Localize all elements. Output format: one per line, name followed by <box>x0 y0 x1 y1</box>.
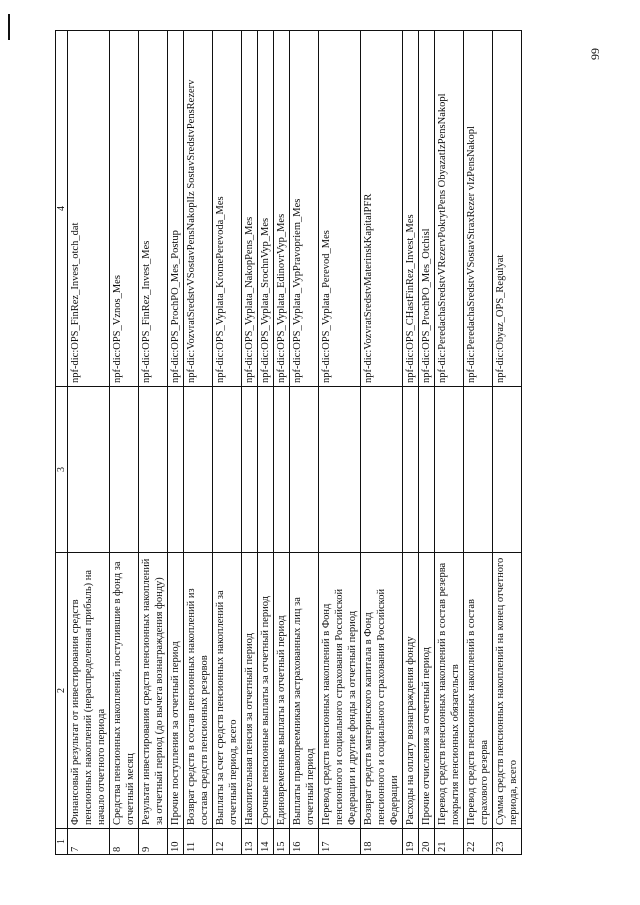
row-name-cell: Сумма средств пенсионных накоплений на конец отчетного периода, всего <box>493 553 522 829</box>
table-row <box>168 31 184 855</box>
row-value-cell <box>139 387 168 553</box>
row-value-cell <box>242 387 258 553</box>
row-name-cell: Прочие отчисления за отчетный период <box>419 553 435 829</box>
table-row <box>213 31 242 855</box>
row-value-cell <box>110 387 139 553</box>
column-header: 1 <box>56 829 68 855</box>
row-name-cell: Средства пенсионных накоплений, поступившие в фонд за отчетный месяц <box>110 553 139 829</box>
table-row <box>435 31 464 855</box>
row-number-cell: 21 <box>435 829 464 855</box>
row-code-cell: npf-dic:VozvratSredstvMaterinskKapitalPFR <box>361 31 403 387</box>
page-number: 99 <box>588 48 602 60</box>
row-number-cell: 7 <box>68 829 110 855</box>
column-header: 2 <box>56 553 68 829</box>
row-value-cell <box>184 387 213 553</box>
row-code-cell: npf-dic:OPS_ProchPO_Mes_Otchisl <box>419 31 435 387</box>
row-code-cell: npf-dic:OPS_Vyplata_KromePerevoda_Mes <box>213 31 242 387</box>
table-row <box>419 31 435 855</box>
row-number-cell: 13 <box>242 829 258 855</box>
row-name-cell: Возврат средств материнского капитала в Фонд пенсионного и социального страхования Российской Федерации <box>361 553 403 829</box>
header-row <box>56 31 68 855</box>
table-row <box>319 31 361 855</box>
row-code-cell: npf-dic:OPS_Vznos_Mes <box>110 31 139 387</box>
row-code-cell: npf-dic:PeredachaSredstvVSostavStraxRezer vIzPensNakopl <box>464 31 493 387</box>
table-row <box>68 31 110 855</box>
row-value-cell <box>361 387 403 553</box>
row-name-cell: Возврат средств в состав пенсионных накоплений из состава средств пенсионных резервов <box>184 553 213 829</box>
table-row <box>493 31 522 855</box>
row-number-cell: 16 <box>290 829 319 855</box>
margin-mark <box>8 14 10 40</box>
row-number-cell: 18 <box>361 829 403 855</box>
table-row <box>139 31 168 855</box>
row-code-cell: npf-dic:OPS_Vyplata_NakopPens_Mes <box>242 31 258 387</box>
table-row <box>361 31 403 855</box>
row-value-cell <box>435 387 464 553</box>
row-number-cell: 22 <box>464 829 493 855</box>
row-code-cell: npf-dic:OPS_FinRez_Invest_otch_dat <box>68 31 110 387</box>
row-number-cell: 15 <box>274 829 290 855</box>
row-number-cell: 12 <box>213 829 242 855</box>
table-row <box>110 31 139 855</box>
row-code-cell: npf-dic:OPS_Vyplata_VypPravopriem_Mes <box>290 31 319 387</box>
row-value-cell <box>68 387 110 553</box>
table-body <box>68 31 522 855</box>
table-row <box>290 31 319 855</box>
row-name-cell: Результат инвестирования средств пенсионных накоплений за отчетный период (до вычета вознаграждения фонду) <box>139 553 168 829</box>
row-number-cell: 20 <box>419 829 435 855</box>
row-code-cell: npf-dic:OPS_Vyplata_SrochnVyp_Mes <box>258 31 274 387</box>
row-value-cell <box>274 387 290 553</box>
row-name-cell: Срочные пенсионные выплаты за отчетный период <box>258 553 274 829</box>
table-row <box>184 31 213 855</box>
row-code-cell: npf-dic:OPS_CHastFinRez_Invest_Mes <box>403 31 419 387</box>
row-value-cell <box>319 387 361 553</box>
row-number-cell: 11 <box>184 829 213 855</box>
data-table <box>55 30 522 855</box>
column-header: 3 <box>56 387 68 553</box>
column-header: 4 <box>56 31 68 387</box>
row-name-cell: Выплаты правопреемникам застрахованных лиц за отчетный период <box>290 553 319 829</box>
row-number-cell: 10 <box>168 829 184 855</box>
row-value-cell <box>168 387 184 553</box>
row-name-cell: Выплаты за счет средств пенсионных накоплений за отчетный период, всего <box>213 553 242 829</box>
row-value-cell <box>464 387 493 553</box>
row-number-cell: 23 <box>493 829 522 855</box>
row-name-cell: Перевод средств пенсионных накоплений в состав страхового резерва <box>464 553 493 829</box>
row-value-cell <box>290 387 319 553</box>
table-row <box>403 31 419 855</box>
table-row <box>242 31 258 855</box>
row-code-cell: npf-dic:PeredachaSredstvVRezervPokrytPens ObyazatIzPensNakopl <box>435 31 464 387</box>
row-code-cell: npf-dic:OPS_ProchPO_Mes_Postup <box>168 31 184 387</box>
row-value-cell <box>213 387 242 553</box>
row-code-cell: npf-dic:OPS_FinRez_Invest_Mes <box>139 31 168 387</box>
rotated-table-container <box>55 31 580 855</box>
row-number-cell: 8 <box>110 829 139 855</box>
row-name-cell: Расходы на оплату вознаграждения фонду <box>403 553 419 829</box>
row-code-cell: npf-dic:VozvratSredstvVSostavPensNakoplIz SostavSredstvPensRezerv <box>184 31 213 387</box>
row-code-cell: npf-dic:Obyaz_OPS_Regulyat <box>493 31 522 387</box>
row-number-cell: 19 <box>403 829 419 855</box>
row-number-cell: 17 <box>319 829 361 855</box>
row-name-cell: Накопительная пенсия за отчетный период <box>242 553 258 829</box>
table-row <box>258 31 274 855</box>
row-code-cell: npf-dic:OPS_Vyplata_Perevod_Mes <box>319 31 361 387</box>
table-row <box>274 31 290 855</box>
row-value-cell <box>258 387 274 553</box>
row-name-cell: Перевод средств пенсионных накоплений в состав резерва покрытия пенсионных обязательств <box>435 553 464 829</box>
row-value-cell <box>419 387 435 553</box>
row-number-cell: 14 <box>258 829 274 855</box>
row-code-cell: npf-dic:OPS_Vyplata_EdinovrVyp_Mes <box>274 31 290 387</box>
row-value-cell <box>493 387 522 553</box>
row-name-cell: Прочие поступления за отчетный период <box>168 553 184 829</box>
row-value-cell <box>403 387 419 553</box>
row-name-cell: Перевод средств пенсионных накоплений в Фонд пенсионного и социального страхования Российской Федерации и другие фонды за отчетный период <box>319 553 361 829</box>
row-name-cell: Единовременные выплаты за отчетный период <box>274 553 290 829</box>
row-number-cell: 9 <box>139 829 168 855</box>
row-name-cell: Финансовый результат от инвестирования средств пенсионных накоплений (нераспределенная прибыль) на начало отчетного периода <box>68 553 110 829</box>
table-row <box>464 31 493 855</box>
